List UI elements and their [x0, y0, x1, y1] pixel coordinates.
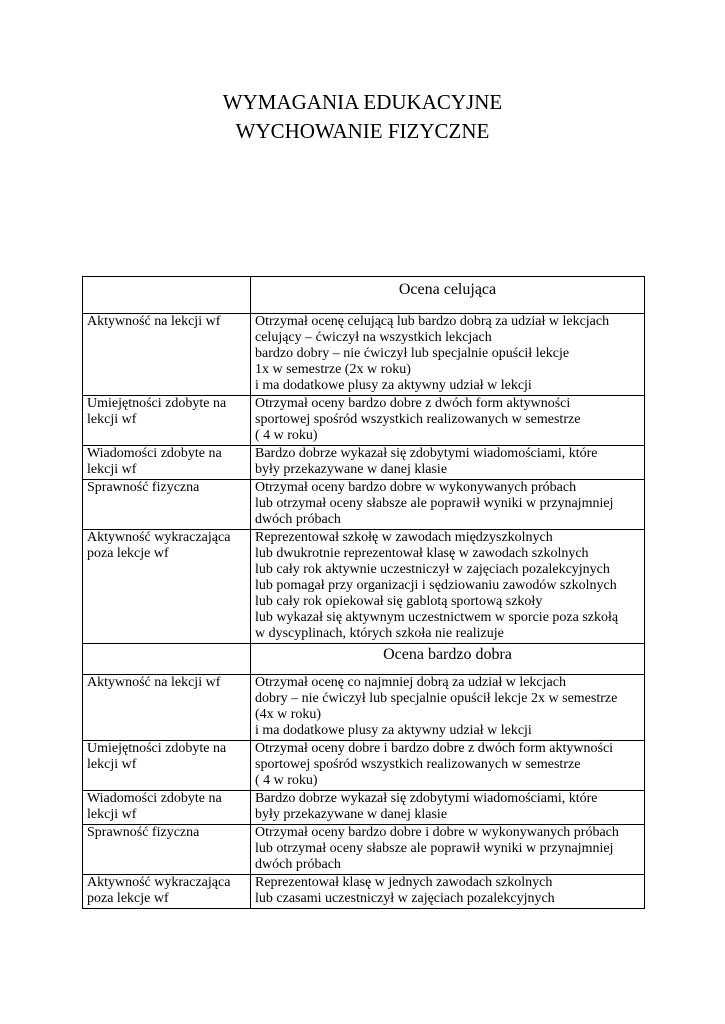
category-cell: Sprawność fizyczna [83, 825, 251, 875]
category-cell: Aktywność wykraczająca poza lekcje wf [83, 530, 251, 644]
description-line: Bardzo dobrze wykazał się zdobytymi wiadomościami, które [255, 446, 598, 461]
table-row [83, 480, 645, 530]
description-line: 1x w semestrze (2x w roku) [255, 362, 411, 377]
description-line: w dyscyplinach, których szkoła nie realizuje [255, 626, 504, 641]
description-cell [251, 825, 645, 875]
description-line: dwóch próbach [255, 512, 341, 527]
description-line: Reprezentował klasę w jednych zawodach szkolnych [255, 875, 553, 890]
description-line: i ma dodatkowe plusy za aktywny udział w lekcji [255, 723, 532, 738]
grade-header-row [83, 277, 645, 314]
table-row [83, 875, 645, 909]
grade-header-empty-cell [83, 277, 251, 314]
description-cell [251, 530, 645, 644]
description-line: były przekazywane w danej klasie [255, 462, 448, 477]
category-cell: Umiejętności zdobyte na lekcji wf [83, 396, 251, 446]
description-line: Bardzo dobrze wykazał się zdobytymi wiadomościami, które [255, 791, 598, 806]
description-line: dwóch próbach [255, 857, 341, 872]
description-line: lub dwukrotnie reprezentował klasę w zawodach szkolnych [255, 546, 589, 561]
table-row [83, 791, 645, 825]
description-line: Otrzymał ocenę co najmniej dobrą za udział w lekcjach [255, 675, 566, 690]
description-line: ( 4 w roku) [255, 428, 318, 443]
grade-header-row [83, 644, 645, 675]
description-line: bardzo dobry – nie ćwiczył lub specjalnie opuścił lekcje [255, 346, 570, 361]
description-line: lub otrzymał oceny słabsze ale poprawił wyniki w przynajmniej [255, 841, 614, 856]
description-line: lub czasami uczestniczył w zajęciach pozalekcyjnych [255, 891, 555, 906]
title-line-2: WYCHOWANIE FIZYCZNE [235, 119, 490, 143]
table-row [83, 314, 645, 396]
description-line: ( 4 w roku) [255, 773, 318, 788]
category-cell: Umiejętności zdobyte na lekcji wf [83, 741, 251, 791]
description-line: i ma dodatkowe plusy za aktywny udział w lekcji [255, 378, 532, 393]
description-line: Otrzymał oceny bardzo dobre z dwóch form aktywności [255, 396, 571, 411]
category-cell: Sprawność fizyczna [83, 480, 251, 530]
category-cell: Aktywność na lekcji wf [83, 675, 251, 741]
description-line: Otrzymał oceny bardzo dobre i dobre w wykonywanych próbach [255, 825, 619, 840]
description-line: sportowej spośród wszystkich realizowanych w semestrze [255, 757, 581, 772]
description-cell [251, 791, 645, 825]
description-cell [251, 675, 645, 741]
title-line-1: WYMAGANIA EDUKACYJNE [222, 90, 503, 114]
table-row [83, 741, 645, 791]
category-cell: Aktywność wykraczająca poza lekcje wf [83, 875, 251, 909]
description-cell [251, 875, 645, 909]
description-line: (4x w roku) [255, 707, 322, 722]
description-cell [251, 446, 645, 480]
requirements-table [82, 276, 645, 909]
description-line: Otrzymał oceny dobre i bardzo dobre z dwóch form aktywności [255, 741, 614, 756]
table-row [83, 825, 645, 875]
table-row [83, 675, 645, 741]
grade-title: Ocena celująca [251, 277, 645, 314]
table-row [83, 396, 645, 446]
description-line: były przekazywane w danej klasie [255, 807, 448, 822]
description-cell [251, 396, 645, 446]
table-row [83, 530, 645, 644]
description-cell [251, 741, 645, 791]
description-line: lub wykazał się aktywnym uczestnictwem w sporcie poza szkołą [255, 610, 619, 625]
description-line: dobry – nie ćwiczył lub specjalnie opuścił lekcje 2x w semestrze [255, 691, 618, 706]
description-line: lub pomagał przy organizacji i sędziowaniu zawodów szkolnych [255, 578, 617, 593]
category-cell: Wiadomości zdobyte na lekcji wf [83, 446, 251, 480]
category-cell: Wiadomości zdobyte na lekcji wf [83, 791, 251, 825]
description-line: sportowej spośród wszystkich realizowanych w semestrze [255, 412, 581, 427]
description-line: lub cały rok aktywnie uczestniczył w zajęciach pozalekcyjnych [255, 562, 610, 577]
grade-title: Ocena bardzo dobra [251, 644, 645, 675]
description-line: Otrzymał oceny bardzo dobre w wykonywanych próbach [255, 480, 577, 495]
description-cell [251, 480, 645, 530]
table-row [83, 446, 645, 480]
document-title [0, 88, 725, 146]
category-cell: Aktywność na lekcji wf [83, 314, 251, 396]
description-line: lub otrzymał oceny słabsze ale poprawił wyniki w przynajmniej [255, 496, 614, 511]
grade-header-empty-cell [83, 644, 251, 675]
description-line: celujący – ćwiczył na wszystkich lekcjach [255, 330, 492, 345]
description-line: Reprezentował szkołę w zawodach międzyszkolnych [255, 530, 553, 545]
description-cell [251, 314, 645, 396]
description-line: lub cały rok opiekował się gablotą sportową szkoły [255, 594, 543, 609]
description-line: Otrzymał ocenę celującą lub bardzo dobrą za udział w lekcjach [255, 314, 610, 329]
